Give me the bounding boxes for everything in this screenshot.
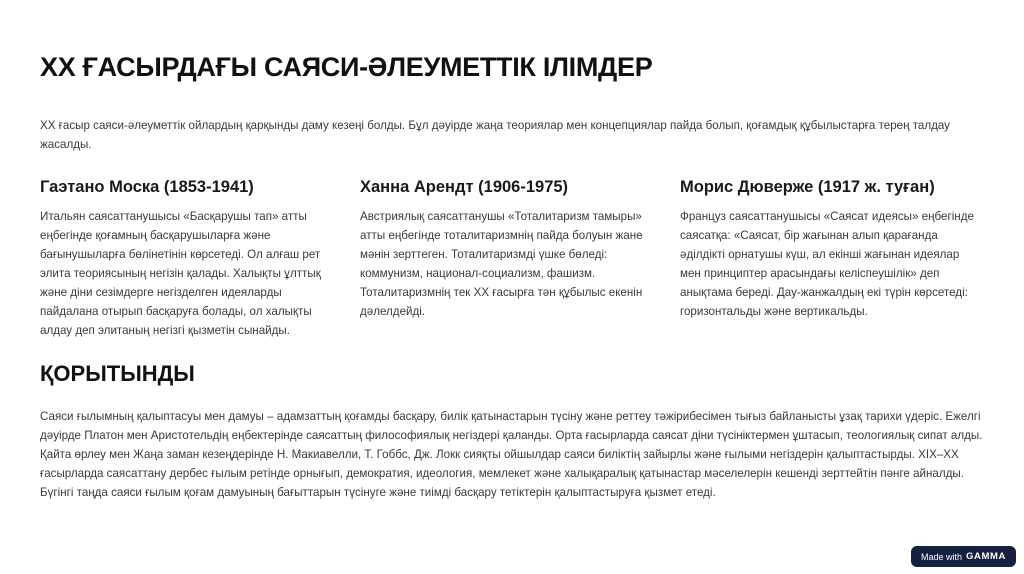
column-arendt xyxy=(360,178,660,321)
column-text: Австриялық саясаттанушы «Тоталитаризм тамыры» атты еңбегінде тоталитаризмнің пайда болуын жане мәнін зерттеген. Тоталитаризмді үшке бөледі: коммунизм, национал-социализм, фашизм. Тоталитаризмнің тек XX ғасырға тән құбылыс екенін дәлелдейді. xyxy=(360,210,643,318)
conclusion-title: ҚОРЫТЫНДЫ xyxy=(40,361,195,386)
column-heading: Ханна Арендт (1906-1975) xyxy=(360,178,569,196)
column-text: Итальян саясаттанушысы «Басқарушы тап» атты еңбегінде қоғамның басқарушыларға және бағынушыларға бөлінетінін көрсетеді. Ол алғаш рет элита теориясының негізін қалады. Халықты ұлттық және діни сезімдерге негізделген идеяларды пайдалана отырып басқаруға болады, ол халықты алдау деп элитаның негізгі қызметін сынайды. xyxy=(40,210,321,337)
page-title: XX ҒАСЫРДАҒЫ САЯСИ-ӘЛЕУМЕТТІК ІЛІМДЕР xyxy=(40,52,653,82)
column-mosca xyxy=(40,178,340,340)
intro-paragraph: XX ғасыр саяси-әлеуметтік ойлардың қарқынды даму кезеңі болды. Бұл дәуірде жаңа теориялар мен концепциялар пайда болып, қоғамдық құбылыстарға терең талдау жасалды. xyxy=(40,119,950,151)
badge-prefix: Made with xyxy=(921,551,963,562)
made-with-gamma-badge[interactable] xyxy=(911,546,1016,567)
column-heading: Гаэтано Моска (1853-1941) xyxy=(40,178,254,196)
conclusion-paragraph: Саяси ғылымның қалыптасуы мен дамуы – адамзаттың қоғамды басқару, билік қатынастарын түсіну және реттеу тәжірибесімен тығыз байланысты ұзақ тарихи үдеріс. Ежелгі дәуірде Платон мен Аристотельдің еңбектерінде саясаттың философиялық негіздері қаланды. Орта ғасырларда саясат діни түсініктермен ұштасып, теологиялық сипат алды. Қайта өрлеу мен Жаңа заман кезеңдерінде Н. Макиавелли, Т. Гоббс, Дж. Локк сияқты ойшылдар саяси биліктің зайырлы және ғылыми негіздерін қалыптастырды. XIX–XX ғасырларда саясаттану дербес ғылым ретінде орнығып, демократия, идеология, мемлекет және халықаралық қатынастар мәселелерін кешенді зерттейтін пәнге айналды. Бүгінгі таңда саяси ғылым қоғам дамуының бағыттарын түсінуге және тиімді басқару тетіктерін қалыптастыруға қызмет етеді. xyxy=(40,410,983,499)
gamma-logo: GAMMA xyxy=(966,551,1006,562)
column-duverger xyxy=(680,178,980,321)
column-text: Француз саясаттанушысы «Саясат идеясы» еңбегінде саясатқа: «Саясат, бір жағынан алып қарағанда әділдікті орнатушы күш, ал екінші жағынан идеялар мен принциптер арасындағы келіспеушілік» деп анықтама береді. Дау-жанжалдың екі түрін көрсетеді: горизонтальды және вертикальды. xyxy=(680,210,974,318)
column-heading: Морис Дюверже (1917 ж. туған) xyxy=(680,178,935,196)
